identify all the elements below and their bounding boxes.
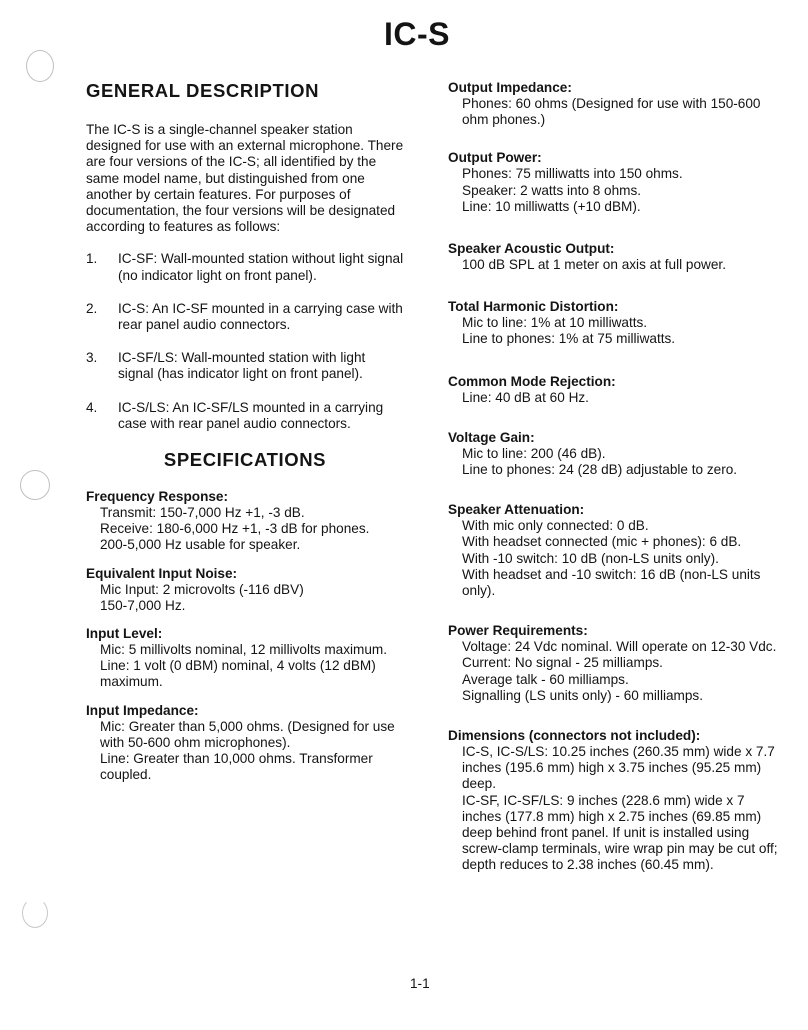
list-item-number: 2. <box>86 300 98 316</box>
binder-hole-mark <box>20 470 50 500</box>
spec-line: With -10 switch: 10 dB (non-LS units only). <box>462 550 719 566</box>
spec-line: Signalling (LS units only) - 60 milliamps. <box>462 687 704 703</box>
spec-block <box>448 150 778 215</box>
spec-title: Common Mode Rejection: <box>448 373 616 389</box>
list-item <box>86 301 404 333</box>
spec-line: With headset connected (mic + phones): 6 dB. <box>462 534 742 550</box>
spec-title: Input Level: <box>86 626 163 642</box>
spec-block <box>448 623 778 704</box>
right-column <box>448 80 778 886</box>
spec-line: Line: 1 volt (0 dBM) nominal, 4 volts (12 dBM) maximum. <box>100 658 376 690</box>
spec-block <box>86 626 404 691</box>
spec-line: IC-SF, IC-SF/LS: 9 inches (228.6 mm) wide x 7 inches (177.8 mm) high x 2.75 inches (69.85 mm) deep behind front panel. If unit is installed using screw-clamp terminals, wire wrap pin may be cut off; depth reduces to 2.38 inches (60.45 mm). <box>462 792 778 873</box>
spec-line: Line to phones: 24 (28 dB) adjustable to zero. <box>462 462 738 478</box>
list-item <box>86 400 404 432</box>
spec-block <box>448 430 778 478</box>
document-title: IC-S <box>384 16 450 52</box>
spec-title: Speaker Acoustic Output: <box>448 241 615 257</box>
spec-line: 150-7,000 Hz. <box>100 597 186 613</box>
spec-block <box>86 489 404 554</box>
list-item-text: IC-S/LS: An IC-SF/LS mounted in a carrying case with rear panel audio connectors. <box>118 399 384 431</box>
spec-block <box>448 299 778 347</box>
spec-block <box>448 241 778 273</box>
spec-title: Total Harmonic Distortion: <box>448 299 619 315</box>
binder-hole-mark <box>22 898 48 928</box>
spec-line: Phones: 75 milliwatts into 150 ohms. <box>462 166 683 182</box>
list-item-number: 4. <box>86 399 98 415</box>
spec-block <box>86 703 404 784</box>
spec-line: Mic Input: 2 microvolts (-116 dBV) <box>100 581 304 597</box>
spec-title: Output Power: <box>448 150 542 166</box>
left-column <box>86 80 404 795</box>
binder-hole-mark <box>26 50 54 82</box>
spec-title: Frequency Response: <box>86 489 229 505</box>
intro-paragraph: The IC-S is a single-channel speaker station designed for use with an external microphone. There are four versions of the IC-S; all identified by the same model name, but distinguished from one another by certain features. For purposes of documentation, the four versions will be designated according to features as follows: <box>86 122 404 235</box>
page-number: 1-1 <box>410 976 430 991</box>
spec-title: Output Impedance: <box>448 80 572 95</box>
list-item <box>86 251 404 283</box>
spec-line: Transmit: 150-7,000 Hz +1, -3 dB. <box>100 505 305 521</box>
spec-title: Power Requirements: <box>448 623 588 639</box>
spec-list-left <box>86 489 404 783</box>
spec-line: Mic to line: 1% at 10 milliwatts. <box>462 315 648 331</box>
list-item <box>86 350 404 382</box>
spec-block <box>448 728 778 874</box>
general-description-heading: GENERAL DESCRIPTION <box>86 80 320 101</box>
list-item-text: IC-SF/LS: Wall-mounted station with light signal (has indicator light on front panel). <box>118 350 366 382</box>
spec-line: IC-S, IC-S/LS: 10.25 inches (260.35 mm) wide x 7.7 inches (195.6 mm) high x 3.75 inches (95.25 mm) deep. <box>462 744 775 792</box>
spec-line: Average talk - 60 milliamps. <box>462 671 629 687</box>
version-list <box>86 251 404 432</box>
spec-line: Phones: 60 ohms (Designed for use with 150-600 ohm phones.) <box>462 96 761 128</box>
list-item-number: 3. <box>86 350 98 366</box>
spec-line: Receive: 180-6,000 Hz +1, -3 dB for phones. <box>100 521 370 537</box>
spec-line: With headset and -10 switch: 16 dB (non-LS units only). <box>462 566 761 599</box>
list-item-number: 1. <box>86 251 98 267</box>
spec-line: Mic to line: 200 (46 dB). <box>462 445 606 461</box>
spec-block <box>448 502 778 599</box>
specifications-heading: SPECIFICATIONS <box>163 449 327 471</box>
list-item-text: IC-S: An IC-SF mounted in a carrying case with rear panel audio connectors. <box>118 300 403 333</box>
spec-line: Mic: 5 millivolts nominal, 12 millivolts maximum. <box>100 642 388 658</box>
spec-title: Speaker Attenuation: <box>448 502 585 518</box>
spec-title: Dimensions (connectors not included): <box>448 728 701 744</box>
spec-title: Input Impedance: <box>86 702 199 718</box>
spec-line: Speaker: 2 watts into 8 ohms. <box>462 182 642 198</box>
spec-block <box>448 374 778 406</box>
spec-line: Line: 10 milliwatts (+10 dBM). <box>462 198 641 214</box>
spec-line: Current: No signal - 25 milliamps. <box>462 655 663 671</box>
list-item-text: IC-SF: Wall-mounted station without light signal (no indicator light on front panel). <box>118 251 404 283</box>
spec-line: With mic only connected: 0 dB. <box>462 518 649 534</box>
spec-block <box>448 80 778 128</box>
spec-line: Voltage: 24 Vdc nominal. Will operate on 12-30 Vdc. <box>462 639 777 655</box>
spec-line: Mic: Greater than 5,000 ohms. (Designed for use with 50-600 ohm microphones). <box>100 718 395 750</box>
spec-line: 100 dB SPL at 1 meter on axis at full power. <box>462 257 726 273</box>
spec-block <box>86 566 404 614</box>
spec-line: Line to phones: 1% at 75 milliwatts. <box>462 331 676 347</box>
spec-line: Line: 40 dB at 60 Hz. <box>462 389 589 405</box>
spec-title: Equivalent Input Noise: <box>86 565 238 581</box>
spec-line: 200-5,000 Hz usable for speaker. <box>100 537 301 553</box>
spec-title: Voltage Gain: <box>448 429 535 445</box>
spec-line: Line: Greater than 10,000 ohms. Transformer coupled. <box>100 751 373 783</box>
